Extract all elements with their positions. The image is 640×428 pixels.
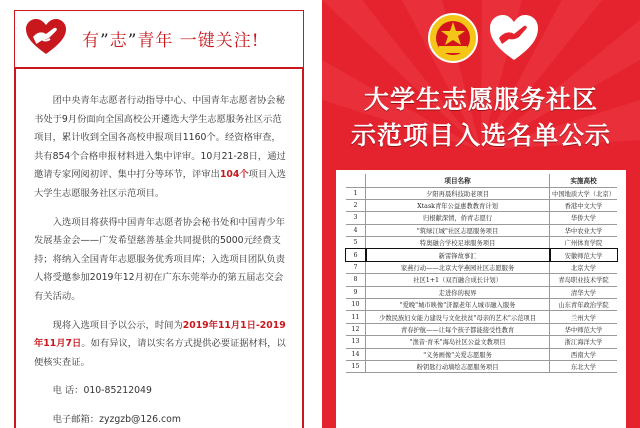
row-project-name: 家燕行动——北京大学燕园社区志愿服务	[366, 261, 550, 273]
row-university: 浙江海洋大学	[550, 336, 617, 348]
row-number: 8	[346, 274, 366, 286]
row-university: 广州体育学院	[550, 237, 617, 249]
row-number: 6	[346, 249, 366, 261]
frame-right-border	[302, 69, 304, 428]
row-university: 安徽师范大学	[550, 249, 617, 261]
table-row	[346, 336, 617, 348]
row-project-name: Xtask青年公益惠教教育计划	[366, 199, 550, 211]
volunteer-heart-logo-icon	[24, 17, 68, 57]
table-row	[346, 323, 617, 335]
communist-youth-league-emblem-icon	[427, 12, 479, 64]
table-row	[346, 360, 617, 372]
row-number: 10	[346, 299, 366, 311]
table-row	[346, 212, 617, 224]
contact-phone: 电 话：010-85212049	[52, 385, 152, 397]
row-project-name: 新雷锋故事汇	[366, 249, 550, 261]
row-number: 11	[346, 311, 366, 323]
row-number: 5	[346, 237, 366, 249]
row-university: 华中师范大学	[550, 323, 617, 335]
row-project-name: 社区1+1（双百融合成长计划）	[366, 274, 550, 286]
row-university: 山东青年政治学院	[550, 299, 617, 311]
col-number-header	[346, 174, 366, 187]
table-row	[346, 311, 617, 323]
header-divider	[14, 67, 304, 69]
row-project-name: 少数民族妇女能力建设与文化扶贫"母亲的艺术"示范项目	[366, 311, 550, 323]
row-number: 13	[346, 336, 366, 348]
table-row	[346, 261, 617, 273]
row-project-name: "义务画像"关爱志愿服务	[366, 348, 550, 360]
row-project-name: 走进你的视界	[366, 286, 550, 298]
project-table	[346, 174, 617, 373]
row-university: 香港中文大学	[550, 199, 617, 211]
row-number: 14	[346, 348, 366, 360]
page-title-line2: 示范项目入选名单公示	[350, 121, 611, 150]
col-university-header: 实施高校	[550, 174, 617, 187]
row-number: 2	[346, 199, 366, 211]
row-number: 4	[346, 224, 366, 236]
table-header-row	[346, 174, 617, 187]
volunteer-heart-hand-icon	[488, 12, 540, 64]
row-number: 7	[346, 261, 366, 273]
paragraph-intro: 团中央青年志愿者行动指导中心、中国青年志愿者协会秘书处于9月份面向全国高校公开遴选大学生志愿服务社区示范项目，累计收到全国各高校申报项目1160个。经资格审查，共有854个合格申报材料进入集中评审。10月21-28日，通过邀请专家网阅初评、集中打分等环节，评审出104个项目入选大学生志愿服务社区示范项目。	[34, 95, 286, 199]
paragraph-publicity: 现将入选项目予以公示，时间为2019年11月1日-2019年11月7日。如有异议，请以实名方式提供必要证据材料，以便核实查证。	[34, 319, 286, 368]
row-number: 15	[346, 360, 366, 372]
table-row	[346, 199, 617, 211]
announcement-body	[34, 92, 290, 428]
row-project-name: "筑绿江城"社区志愿服务项目	[366, 224, 550, 236]
paragraph-benefits: 入选项目将获得中国青年志愿者协会秘书处和中国青少年发展基金会——广发希望慈善基金共同提供的5000元经费支持；将纳入全国青年志愿服务优秀项目库；入选项目团队负责人将受邀参加2019年12月初在广东东莞举办的第五届志交会有关活动。	[34, 216, 286, 302]
table-row	[346, 348, 617, 360]
row-university: 东北大学	[550, 360, 617, 372]
table-row	[346, 237, 617, 249]
row-university: 中国地质大学（北京）	[550, 187, 617, 199]
table-row	[346, 299, 617, 311]
row-university: 青岛职业技术学院	[550, 274, 617, 286]
row-number: 9	[346, 286, 366, 298]
row-university: 华中农业大学	[550, 224, 617, 236]
page-title-line1: 大学生志愿服务社区	[363, 85, 598, 114]
row-number: 12	[346, 323, 366, 335]
table-row	[346, 224, 617, 236]
project-list-sheet	[336, 170, 626, 428]
row-number: 3	[346, 212, 366, 224]
row-project-name: 夕阳再晨科技助老项目	[366, 187, 550, 199]
col-project-name-header: 项目名称	[366, 174, 550, 187]
row-university: 西南大学	[550, 348, 617, 360]
contact-email[interactable]: 电子邮箱：zyzgzb@126.com	[52, 413, 181, 425]
row-project-name: 粉钥匙行动墙绘志愿服务项目	[366, 360, 550, 372]
row-project-name: "渔音·育禾"海岛社区公益文教项目	[366, 336, 550, 348]
left-panel	[0, 0, 318, 428]
row-project-name: 青春护航——让每个孩子都能接受性教育	[366, 323, 550, 335]
row-university: 兰州大学	[550, 311, 617, 323]
frame-left-border	[14, 69, 16, 428]
table-row	[346, 274, 617, 286]
row-university: 清华大学	[550, 286, 617, 298]
table-row	[346, 249, 617, 261]
row-university: 北京大学	[550, 261, 617, 273]
right-panel	[322, 0, 640, 428]
row-university: 华侨大学	[550, 212, 617, 224]
row-number: 1	[346, 187, 366, 199]
row-project-name: 特奥融合学校足球服务项目	[366, 237, 550, 249]
row-project-name: 归根献深情，侨青志愿行	[366, 212, 550, 224]
header-slogan: 有”志”青年 一键关注!	[82, 31, 260, 51]
table-row	[346, 187, 617, 199]
table-row	[346, 286, 617, 298]
row-project-name: "爱晚"城市映像"济源老年人城市融入服务	[366, 299, 550, 311]
